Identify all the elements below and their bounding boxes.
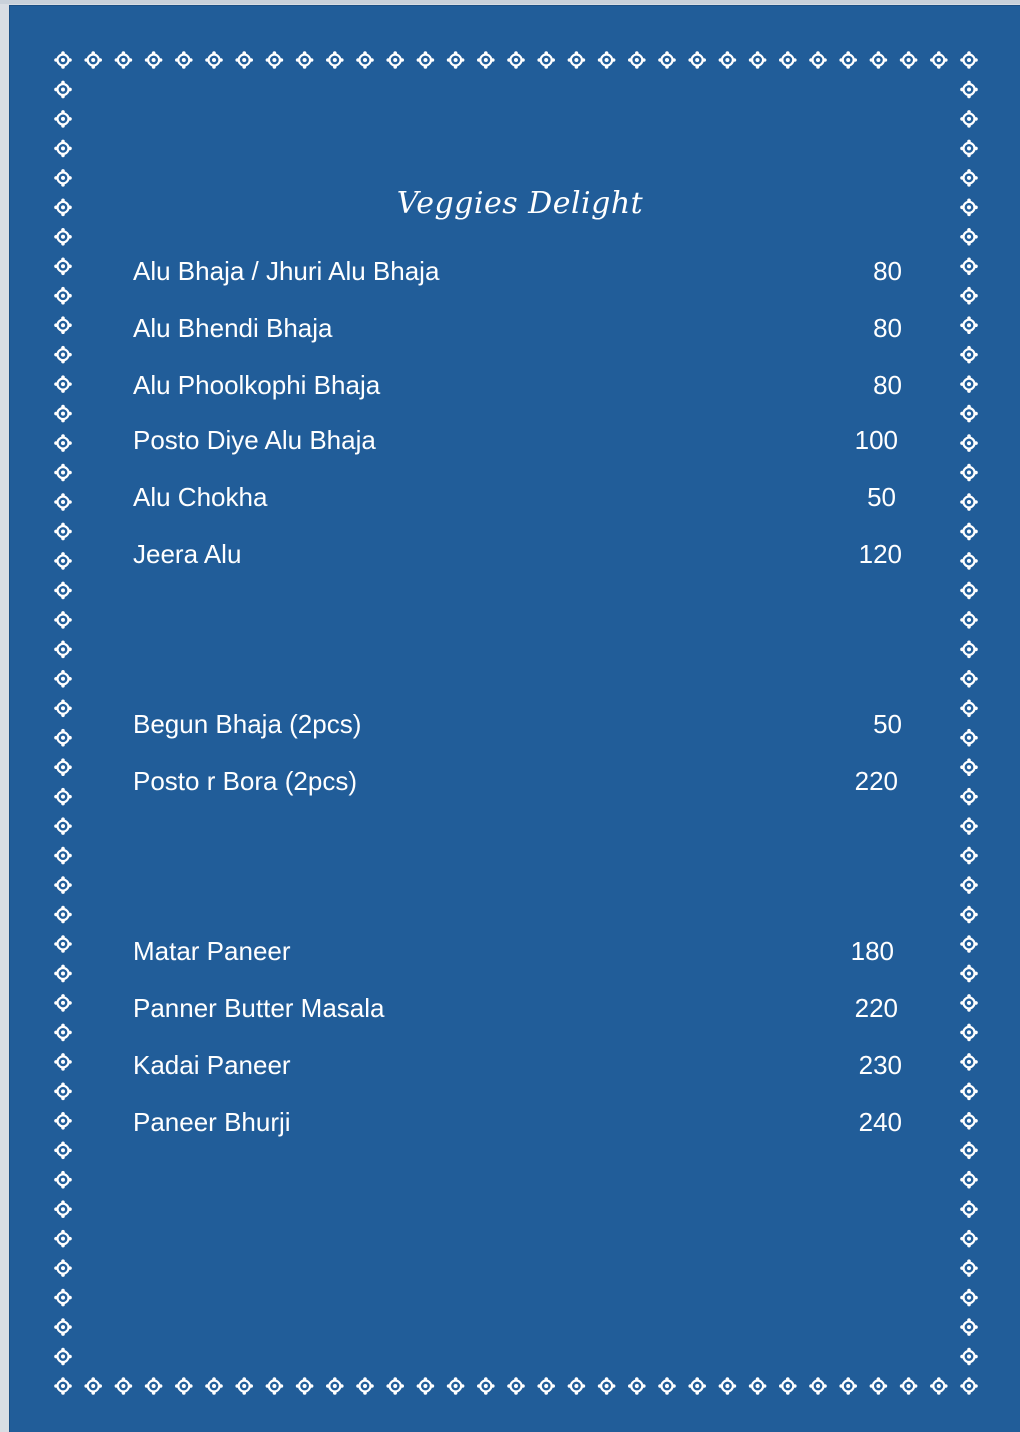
menu-title: Veggies Delight bbox=[396, 186, 644, 221]
menu-item-price: 240 bbox=[858, 1107, 902, 1137]
menu-item-name: Paneer Bhurji bbox=[133, 1107, 291, 1137]
menu-item-price: 180 bbox=[850, 936, 894, 966]
menu-item-price: 50 bbox=[867, 482, 896, 512]
menu-item-price: 220 bbox=[854, 766, 898, 796]
menu-item-name: Alu Phoolkophi Bhaja bbox=[133, 370, 381, 400]
menu-item bbox=[0, 256, 1020, 292]
menu-item-name: Alu Chokha bbox=[133, 482, 268, 512]
window-top-edge bbox=[0, 0, 1020, 4]
menu-item-name: Alu Bhendi Bhaja bbox=[133, 313, 333, 343]
menu-item-price: 80 bbox=[873, 256, 902, 286]
menu-item-price: 120 bbox=[858, 539, 902, 569]
menu-item bbox=[0, 370, 1020, 406]
menu-item-price: 80 bbox=[873, 370, 902, 400]
menu-item bbox=[0, 709, 1020, 745]
menu-item-price: 230 bbox=[858, 1050, 902, 1080]
menu-item-name: Kadai Paneer bbox=[133, 1050, 291, 1080]
menu-item bbox=[0, 313, 1020, 349]
menu-item bbox=[0, 936, 1020, 972]
menu-item-name: Posto r Bora (2pcs) bbox=[133, 766, 357, 796]
menu-item-name: Posto Diye Alu Bhaja bbox=[133, 425, 376, 455]
menu-item bbox=[0, 539, 1020, 575]
menu-item-name: Matar Paneer bbox=[133, 936, 291, 966]
menu-item-price: 220 bbox=[854, 993, 898, 1023]
menu-item-name: Begun Bhaja (2pcs) bbox=[133, 709, 362, 739]
menu-item bbox=[0, 1107, 1020, 1143]
menu-item bbox=[0, 482, 1020, 518]
menu-item-name: Jeera Alu bbox=[133, 539, 242, 569]
menu-item-name: Panner Butter Masala bbox=[133, 993, 385, 1023]
menu-item-price: 80 bbox=[873, 313, 902, 343]
menu-item bbox=[0, 993, 1020, 1029]
menu-item-price: 100 bbox=[854, 425, 898, 455]
menu-item bbox=[0, 1050, 1020, 1086]
menu-item bbox=[0, 766, 1020, 802]
menu-item bbox=[0, 425, 1020, 461]
menu-item-price: 50 bbox=[873, 709, 902, 739]
menu-item-name: Alu Bhaja / Jhuri Alu Bhaja bbox=[133, 256, 440, 286]
